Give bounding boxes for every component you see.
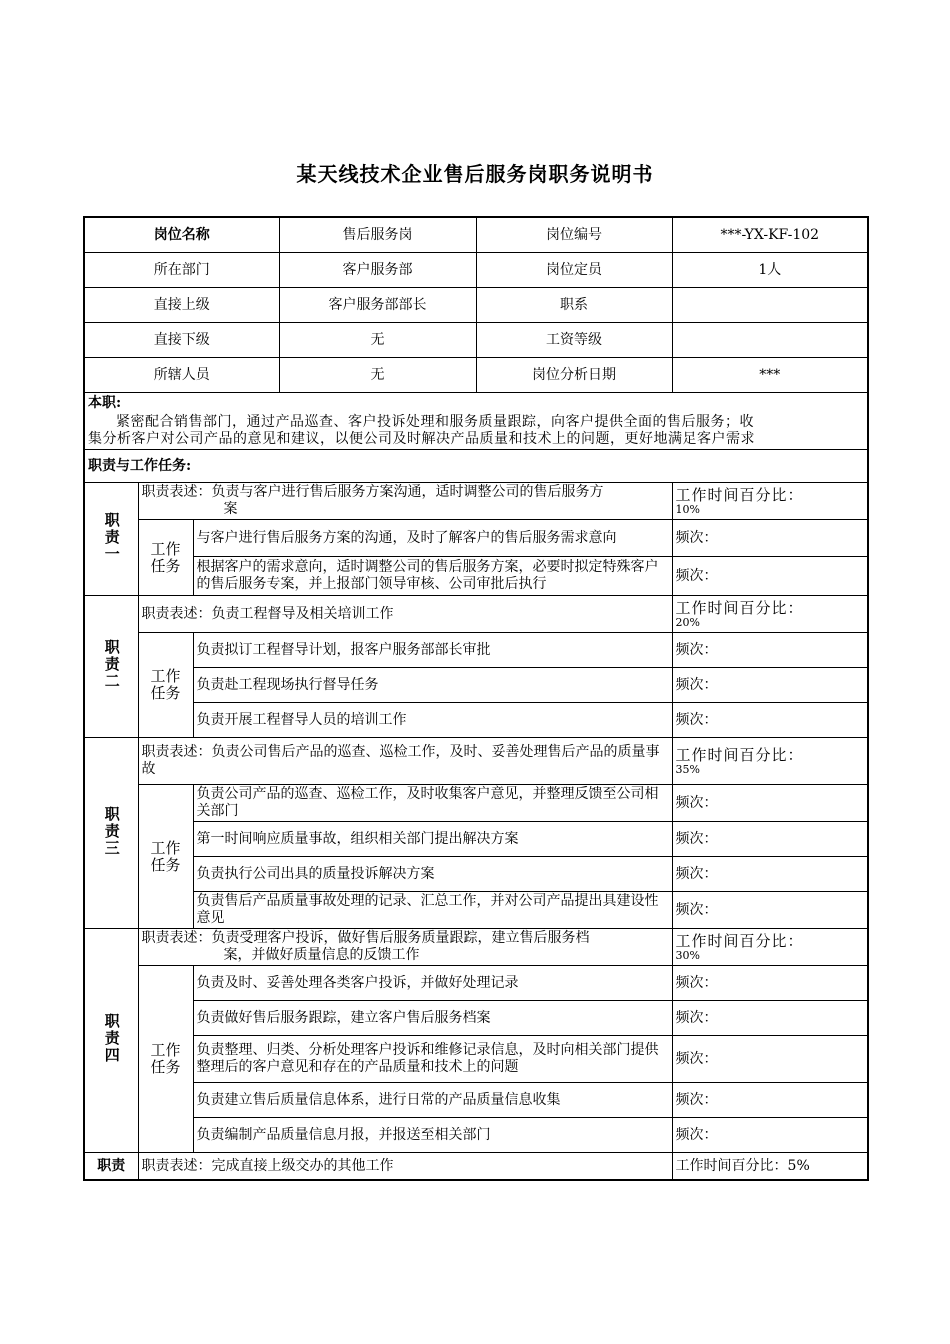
duty-3-desc: 职责表述：负责公司售后产品的巡查、巡检工作，及时、妥善处理售后产品的质量事故 xyxy=(138,738,672,785)
duty-2-pct xyxy=(672,596,868,633)
duty-2-task-1: 负责拟订工程督导计划，报客户服务部部长审批 xyxy=(193,633,672,668)
duty-1-task-label-text: 工作任务 xyxy=(150,539,181,575)
summary-line-2: 集分析客户对公司产品的意见和建议，以便公司及时解决产品质量和技术上的问题，更好地满足客户需求 xyxy=(88,431,755,447)
duty-4-task-2: 负责做好售后服务跟踪，建立客户售后服务档案 xyxy=(193,1001,672,1036)
duty-1-label: 职责一 xyxy=(102,511,121,563)
info-row-3 xyxy=(84,288,868,323)
duty-1-name xyxy=(84,483,138,596)
duty-4-label: 职责四 xyxy=(102,1013,121,1064)
duty-4-task-3-row xyxy=(84,1036,868,1083)
duty-2-task-2: 负责赴工程现场执行督导任务 xyxy=(193,668,672,703)
duty-4-task-4: 负责建立售后质量信息体系，进行日常的产品质量信息收集 xyxy=(193,1083,672,1118)
duties-heading-row xyxy=(84,450,868,483)
duty-4-task-4-row xyxy=(84,1083,868,1118)
duty-3-task-3-freq: 频次： xyxy=(672,857,868,892)
duty-2-label: 职责二 xyxy=(102,639,121,690)
value-position-name: 售后服务岗 xyxy=(279,217,476,253)
duty-3-desc-row xyxy=(84,738,868,785)
duty-4-task-1: 负责及时、妥善处理各类客户投诉，并做好处理记录 xyxy=(193,966,672,1001)
duty-4-task-2-freq: 频次： xyxy=(672,1001,868,1036)
summary-row xyxy=(84,414,868,450)
duty-4-desc xyxy=(138,929,672,966)
summary-heading-row xyxy=(84,393,868,415)
duty-3-task-2-freq: 频次： xyxy=(672,822,868,857)
duty-2-pct-value: 20% xyxy=(675,615,700,629)
value-superior: 客户服务部部长 xyxy=(279,288,476,323)
duty-3-pct-value: 35% xyxy=(675,762,700,776)
duty-3-task-4: 负责售后产品质量事故处理的记录、汇总工作，并对公司产品提出具建设性意见 xyxy=(193,892,672,929)
duty-3-task-2: 第一时间响应质量事故，组织相关部门提出解决方案 xyxy=(193,822,672,857)
value-staff: 无 xyxy=(279,358,476,393)
label-subordinate: 直接下级 xyxy=(84,323,279,358)
duty-3-label: 职责三 xyxy=(102,805,121,857)
duty-2-task-label xyxy=(138,633,193,738)
duty-3-task-2-row xyxy=(84,822,868,857)
duty-2-task-1-freq: 频次： xyxy=(672,633,868,668)
duty-4-pct-value: 30% xyxy=(675,948,700,962)
duty-2-task-3: 负责开展工程督导人员的培训工作 xyxy=(193,703,672,738)
duty-3-task-4-freq: 频次： xyxy=(672,892,868,929)
label-staff: 所辖人员 xyxy=(84,358,279,393)
duty-other-desc: 职责表述：完成直接上级交办的其他工作 xyxy=(138,1153,672,1181)
duty-1-task-2-freq: 频次： xyxy=(672,557,868,596)
duty-other-name: 职责 xyxy=(84,1153,138,1181)
duty-3-task-label xyxy=(138,785,193,929)
value-headcount: 1人 xyxy=(672,253,868,288)
duty-3-task-3-row xyxy=(84,857,868,892)
info-row-1 xyxy=(84,217,868,253)
duty-1-desc-row xyxy=(84,483,868,520)
duty-3-name xyxy=(84,738,138,929)
duty-2-desc: 职责表述：负责工程督导及相关培训工作 xyxy=(138,596,672,633)
duty-other-row xyxy=(84,1153,868,1181)
info-row-2 xyxy=(84,253,868,288)
duty-4-task-2-row xyxy=(84,1001,868,1036)
duty-1-desc-a: 职责表述：负责与客户进行售后服务方案沟通，适时调整公司的售后服务方 xyxy=(141,484,604,500)
duty-1-task-label xyxy=(138,520,193,596)
duty-2-task-3-row xyxy=(84,703,868,738)
duty-4-task-1-freq: 频次： xyxy=(672,966,868,1001)
duty-4-task-1-row xyxy=(84,966,868,1001)
duty-4-task-5: 负责编制产品质量信息月报，并报送至相关部门 xyxy=(193,1118,672,1153)
label-job-family: 职系 xyxy=(476,288,672,323)
duty-3-pct xyxy=(672,738,868,785)
value-salary-grade xyxy=(672,323,868,358)
label-position-name: 岗位名称 xyxy=(84,217,279,253)
duty-4-pct xyxy=(672,929,868,966)
duty-4-task-3: 负责整理、归类、分析处理客户投诉和维修记录信息，及时向相关部门提供整理后的客户意见和存在的产品质量和技术上的问题 xyxy=(193,1036,672,1083)
duty-3-task-label-text: 工作任务 xyxy=(150,838,181,874)
duty-3-task-1-row xyxy=(84,785,868,822)
duty-4-pct-label: 工作时间百分比： xyxy=(675,931,804,950)
value-position-code: ***-YX-KF-102 xyxy=(672,217,868,253)
label-department: 所在部门 xyxy=(84,253,279,288)
duty-4-desc-row xyxy=(84,929,868,966)
label-position-code: 岗位编号 xyxy=(476,217,672,253)
label-superior: 直接上级 xyxy=(84,288,279,323)
duty-1-task-1-row xyxy=(84,520,868,557)
duty-1-desc xyxy=(138,483,672,520)
duty-4-desc-b: 案，并做好质量信息的反馈工作 xyxy=(223,947,420,963)
duty-1-pct xyxy=(672,483,868,520)
duty-3-task-4-row xyxy=(84,892,868,929)
info-row-5 xyxy=(84,358,868,393)
info-row-4 xyxy=(84,323,868,358)
duty-1-task-1-freq: 频次： xyxy=(672,520,868,557)
duty-2-task-label-text: 工作任务 xyxy=(150,667,181,702)
summary-line-1: 紧密配合销售部门，通过产品巡查、客户投诉处理和服务质量跟踪，向客户提供全面的售后服务；收 xyxy=(116,414,754,430)
duty-4-task-label xyxy=(138,966,193,1153)
duty-4-task-3-freq: 频次： xyxy=(672,1036,868,1083)
duty-1-task-2: 根据客户的需求意向，适时调整公司的售后服务方案，必要时拟定特殊客户的售后服务专案，并上报部门领导审核、公司审批后执行 xyxy=(193,557,672,596)
duty-3-task-1: 负责公司产品的巡查、巡检工作，及时收集客户意见，并整理反馈至公司相关部门 xyxy=(193,785,672,822)
value-subordinate: 无 xyxy=(279,323,476,358)
duty-2-task-1-row xyxy=(84,633,868,668)
value-department: 客户服务部 xyxy=(279,253,476,288)
label-salary-grade: 工资等级 xyxy=(476,323,672,358)
value-analysis-date: *** xyxy=(672,358,868,393)
duty-2-pct-label: 工作时间百分比： xyxy=(675,598,804,617)
duty-1-desc-b: 案 xyxy=(223,501,238,517)
duty-1-task-2-row xyxy=(84,557,868,596)
duty-1-pct-label: 工作时间百分比： xyxy=(675,485,804,504)
duty-3-task-1-freq: 频次： xyxy=(672,785,868,822)
duty-4-task-label-text: 工作任务 xyxy=(150,1041,181,1076)
label-headcount: 岗位定员 xyxy=(476,253,672,288)
page-title: 某天线技术企业售后服务岗职务说明书 xyxy=(296,162,654,186)
duty-1-pct-value: 10% xyxy=(675,502,700,516)
duty-2-task-2-freq: 频次： xyxy=(672,668,868,703)
duties-heading: 职责与工作任务: xyxy=(84,450,868,483)
duty-2-task-3-freq: 频次： xyxy=(672,703,868,738)
duty-4-task-4-freq: 频次： xyxy=(672,1083,868,1118)
duty-other-pct: 工作时间百分比：5% xyxy=(672,1153,868,1181)
job-description-table xyxy=(83,216,869,1181)
summary-heading: 本职: xyxy=(84,393,868,415)
duty-2-name xyxy=(84,596,138,738)
label-analysis-date: 岗位分析日期 xyxy=(476,358,672,393)
duty-1-task-1: 与客户进行售后服务方案的沟通，及时了解客户的售后服务需求意向 xyxy=(193,520,672,557)
duty-4-task-5-freq: 频次： xyxy=(672,1118,868,1153)
duty-3-pct-label: 工作时间百分比： xyxy=(675,745,804,764)
duty-3-task-3: 负责执行公司出具的质量投诉解决方案 xyxy=(193,857,672,892)
value-job-family xyxy=(672,288,868,323)
duty-4-task-5-row xyxy=(84,1118,868,1153)
duty-2-desc-row xyxy=(84,596,868,633)
duty-2-task-2-row xyxy=(84,668,868,703)
duty-4-desc-a: 职责表述：负责受理客户投诉，做好售后服务质量跟踪，建立售后服务档 xyxy=(141,930,590,946)
duty-4-name xyxy=(84,929,138,1153)
